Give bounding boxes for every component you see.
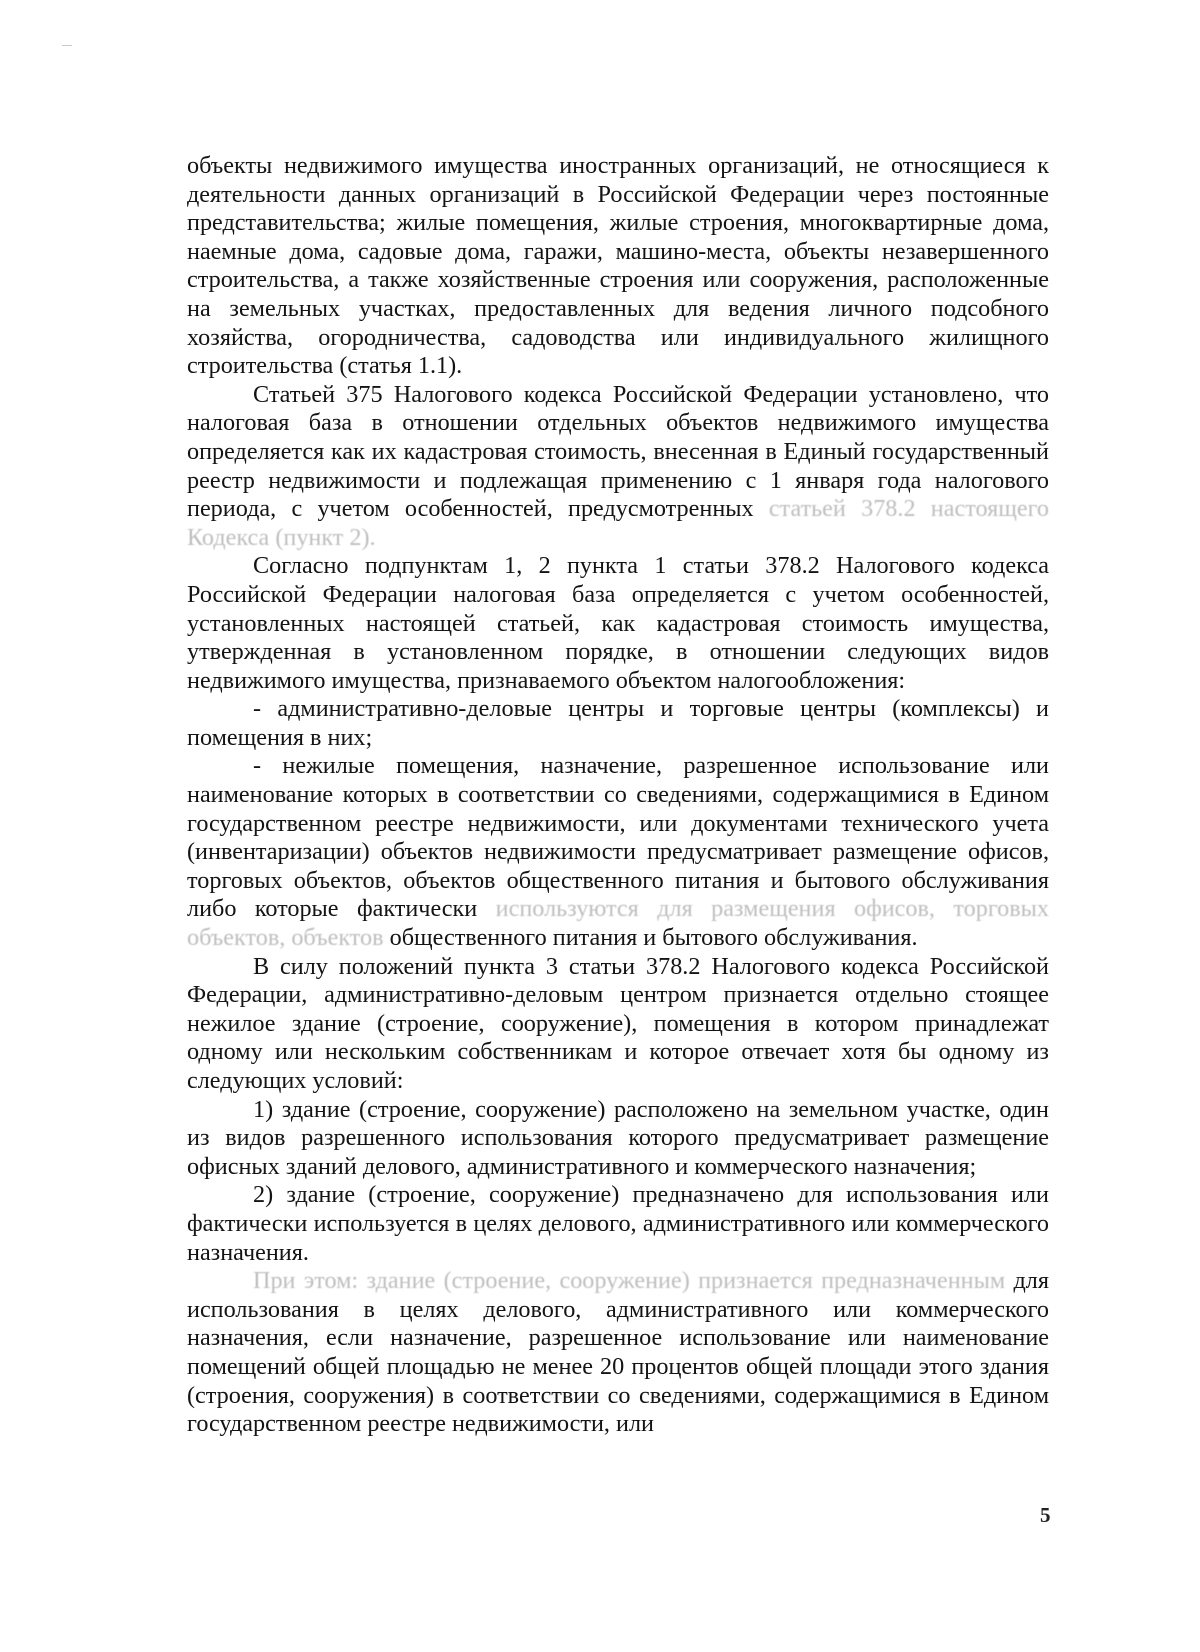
document-body xyxy=(187,152,1049,1439)
list-item-2 xyxy=(187,752,1049,952)
paragraph-3-text: Согласно подпунктам 1, 2 пункта 1 статьи 378.2 Налогового кодекса Российской Федерации налоговая база определяется с учетом особенностей, установленных настоящей статьей, как кадастровая стоимость имущества, утвержденная в установленном порядке, в отношении следующих видов недвижимого имущества, признаваемого объектом налогообложения: xyxy=(187,552,1049,694)
paragraph-1 xyxy=(187,152,1049,381)
paragraph-2-faded-text: статьей 378.2 настоящего Кодекса (пункт 2). xyxy=(187,495,1049,551)
paragraph-2-text: Статьей 375 Налогового кодекса Российской Федерации установлено, что налоговая база в отношении отдельных объектов недвижимого имущества определяется как их кадастровая стоимость, внесенная в Единый государственный реестр недвижимости и подлежащая применению с 1 января года налогового периода, с учетом особенностей, предусмотренных xyxy=(187,380,1049,523)
paragraph-5-faded-text: При этом: здание (строение, сооружение) признается предназначенным xyxy=(253,1267,1006,1295)
page-number: 5 xyxy=(1040,1503,1051,1527)
condition-1 xyxy=(187,1096,1049,1182)
list-item-1-text: - административно-деловые центры и торговые центры (комплексы) и помещения в них; xyxy=(187,695,1049,751)
paragraph-5-text: для использования в целях делового, административного или коммерческого назначения, если назначение, разрешенное использование или наименование помещений общей площадью не менее 20 процентов общей площади этого здания (строения, сооружения) в соответствии со сведениями, содержащимися в Едином государственном реестре недвижимости, или xyxy=(187,1267,1050,1438)
list-item-1 xyxy=(187,695,1049,752)
condition-1-text: 1) здание (строение, сооружение) расположено на земельном участке, один из видов разрешенного использования которого предусматривает размещение офисных зданий делового, административного и коммерческого назначения; xyxy=(187,1095,1049,1180)
paragraph-1-text: объекты недвижимого имущества иностранных организаций, не относящиеся к деятельности данных организаций в Российской Федерации через постоянные представительства; жилые помещения, жилые строения, многоквартирные дома, наемные дома, садовые дома, гаражи, машино-места, объекты незавершенного строительства, а также хозяйственные строения или сооружения, расположенные на земельных участках, предоставленных для ведения личного подсобного хозяйства, огородничества, садоводства или индивидуального жилищного строительства (статья 1.1). xyxy=(187,152,1049,380)
paragraph-4 xyxy=(187,953,1049,1096)
paragraph-4-text: В силу положений пункта 3 статьи 378.2 Налогового кодекса Российской Федерации, административно-деловым центром признается отдельно стоящее нежилое здание (строение, сооружение), помещения в котором принадлежат одному или нескольким собственникам и которое отвечает хотя бы одному из следующих условий: xyxy=(187,952,1049,1094)
scan-artifact xyxy=(62,45,72,46)
paragraph-2 xyxy=(187,381,1049,553)
paragraph-3 xyxy=(187,552,1049,695)
condition-2-text: 2) здание (строение, сооружение) предназначено для использования или фактически используется в целях делового, административного или коммерческого назначения. xyxy=(187,1181,1049,1266)
condition-2 xyxy=(187,1181,1049,1267)
list-item-2-text: - нежилые помещения, назначение, разрешенное использование или наименование которых в соответствии со сведениями, содержащимися в Едином государственном реестре недвижимости, или документами технического учета (инвентаризации) объектов недвижимости предусматривает размещение офисов, торговых объектов, объектов общественного питания и бытового обслуживания либо которые фактически xyxy=(187,752,1049,923)
list-item-2-tail-text: общественного питания и бытового обслуживания. xyxy=(389,924,918,952)
list-item-2-faded-text: используются для размещения офисов, торговых объектов, объектов xyxy=(187,895,1050,952)
paragraph-5 xyxy=(187,1267,1049,1439)
